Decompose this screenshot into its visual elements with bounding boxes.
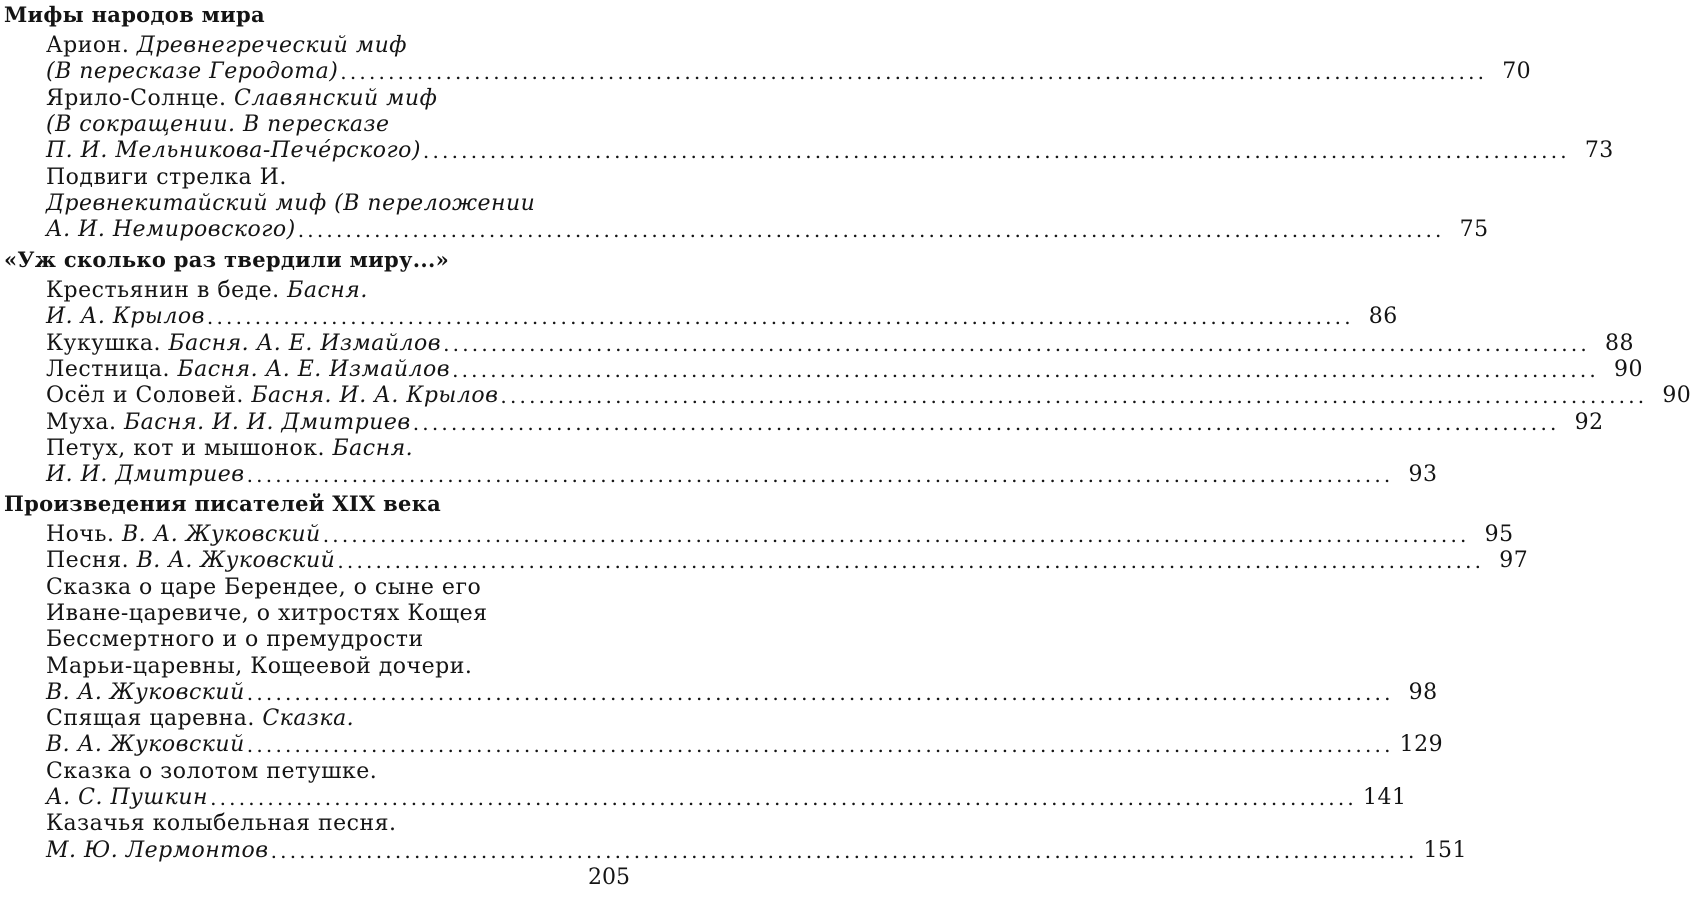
section-title: «Уж сколько раз твердили миру...» — [4, 247, 450, 272]
entry-title: А. И. Немировского) — [46, 217, 296, 243]
section-title: Мифы народов мира — [4, 2, 265, 27]
toc-entry[interactable] — [46, 58, 1532, 86]
toc-entry[interactable] — [46, 521, 1514, 549]
toc-entry[interactable] — [46, 837, 1467, 865]
entry-title: И. А. Крылов — [46, 304, 205, 330]
leader-dots: ........................................................................................................................ — [246, 463, 1394, 488]
leader-dots: ........................................................................................................................ — [500, 384, 1648, 409]
leader-dots: ........................................................................................................................ — [337, 549, 1485, 574]
entry-line: Сказка о царе Берендее, о сыне его — [46, 574, 482, 600]
leader-dots: ........................................................................................................................ — [422, 139, 1570, 164]
entry-title: (В пересказе Геродота) — [46, 59, 339, 85]
entry-line: (В сокращении. В пересказе — [46, 111, 390, 137]
entry-title: И. И. Дмитриев — [46, 462, 245, 488]
entry-page-number: 98 — [1408, 679, 1438, 705]
entry-line: Древнекитайский миф (В переложении — [46, 190, 536, 216]
entry-title: Ночь. В. А. Жуковский — [46, 522, 321, 547]
entry-line: Арион. Древнегреческий миф — [46, 33, 407, 58]
entry-title: Песня. В. А. Жуковский — [46, 548, 336, 574]
toc-entry[interactable] — [46, 356, 1643, 384]
leader-dots: ........................................................................................................................ — [246, 680, 1394, 705]
entry-page-number: 92 — [1574, 409, 1604, 435]
entry-title: Лестница. Басня. А. Е. Измайлов — [46, 356, 451, 382]
entry-page-number: 97 — [1499, 548, 1529, 574]
entry-line: Сказка о золотом петушке. — [46, 758, 378, 784]
entry-title: А. С. Пушкин — [46, 785, 209, 810]
entry-title: В. А. Жуковский — [46, 679, 245, 705]
leader-dots: ........................................................................................................................ — [270, 838, 1418, 863]
toc-entry[interactable] — [46, 303, 1398, 331]
toc-entry[interactable] — [46, 784, 1407, 812]
leader-dots: ........................................................................................................................ — [210, 786, 1357, 810]
toc-entry[interactable] — [46, 382, 1691, 410]
entry-title: Кукушка. Басня. А. Е. Измайлов — [46, 330, 442, 356]
entry-page-number: 90 — [1613, 356, 1643, 382]
entry-line: Петух, кот и мышонок. Басня. — [46, 435, 414, 461]
leader-dots: ........................................................................................................................ — [246, 733, 1394, 758]
entry-page-number: 90 — [1662, 383, 1691, 409]
leader-dots: ........................................................................................................................ — [297, 218, 1445, 243]
toc-entry[interactable] — [46, 547, 1529, 575]
toc-entry[interactable] — [46, 679, 1438, 707]
entry-page-number: 129 — [1399, 732, 1444, 758]
entry-page-number: 75 — [1459, 217, 1489, 243]
entry-page-number: 151 — [1423, 837, 1467, 863]
entry-title: Муха. Басня. И. И. Дмитриев — [46, 409, 411, 435]
leader-dots: ........................................................................................................................ — [206, 305, 1354, 330]
toc-entry[interactable] — [46, 461, 1438, 489]
entry-page-number: 95 — [1484, 522, 1514, 547]
entry-page-number: 86 — [1368, 304, 1398, 330]
leader-dots: ........................................................................................................................ — [452, 357, 1599, 382]
entry-page-number: 70 — [1502, 59, 1532, 85]
entry-line: Марьи-царевны, Кощеевой дочери. — [46, 653, 473, 679]
entry-line: Бессмертного и о премудрости — [46, 627, 424, 653]
page-number: 205 — [588, 865, 630, 890]
toc-entry[interactable] — [46, 137, 1614, 165]
entry-page-number: 93 — [1408, 462, 1438, 488]
toc-entry[interactable] — [46, 216, 1489, 244]
leader-dots: ........................................................................................................................ — [443, 331, 1590, 356]
entry-title: П. И. Мельникова-Печéрского) — [46, 138, 421, 164]
entry-line: Казачья колыбельная песня. — [46, 811, 397, 837]
entry-page-number: 141 — [1362, 785, 1407, 810]
toc-entry[interactable] — [46, 330, 1634, 358]
entry-title: В. А. Жуковский — [46, 732, 245, 758]
leader-dots: ........................................................................................................................ — [340, 60, 1488, 85]
toc-entry[interactable] — [46, 409, 1604, 437]
entry-page-number: 88 — [1604, 330, 1634, 356]
entry-line: Иване-царевиче, о хитростях Кощея — [46, 600, 488, 626]
section-title: Произведения писателей XIX века — [4, 491, 442, 516]
entry-line: Спящая царевна. Сказка. — [46, 706, 355, 732]
entry-line: Крестьянин в беде. Басня. — [46, 278, 368, 303]
entry-title: Осёл и Соловей. Басня. И. А. Крылов — [46, 383, 499, 409]
entry-title: М. Ю. Лермонтов — [46, 837, 269, 863]
entry-line: Ярило-Солнце. Славянский миф — [46, 85, 438, 111]
entry-line: Подвиги стрелка И. — [46, 164, 287, 190]
entry-page-number: 73 — [1584, 138, 1614, 164]
toc-entry[interactable] — [46, 731, 1444, 759]
leader-dots: ........................................................................................................................ — [412, 410, 1560, 435]
leader-dots: ........................................................................................................................ — [322, 523, 1470, 547]
